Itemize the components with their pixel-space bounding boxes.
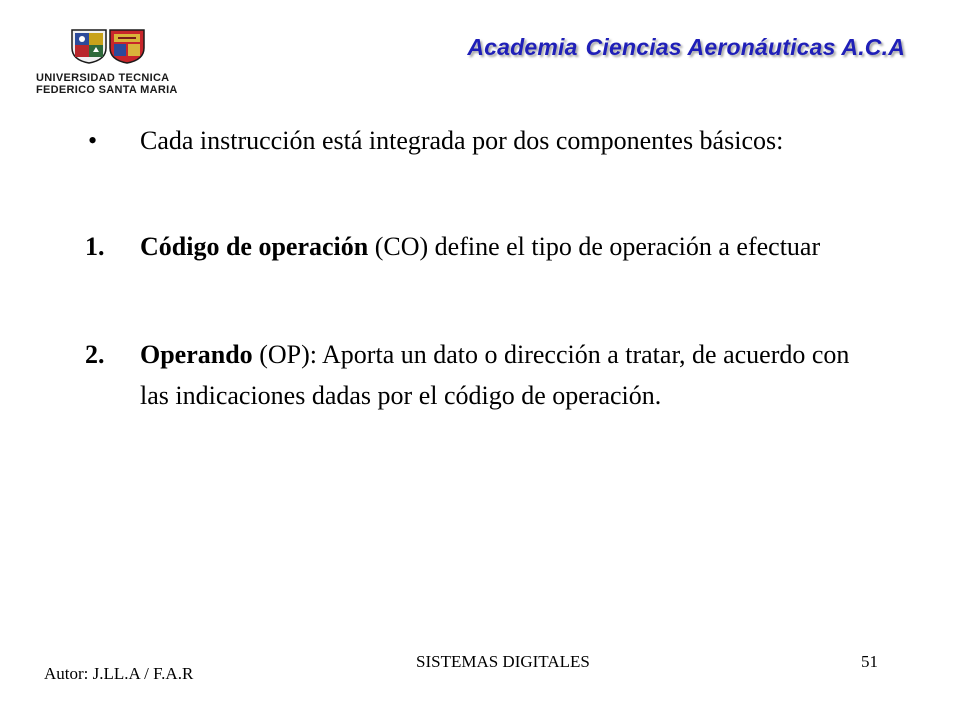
list-item-number: 1.: [85, 232, 105, 261]
definition-operand: (OP): Aporta un dato o dirección a tratar, de acuerdo con las indicaciones dadas por el código de operación.: [140, 340, 850, 410]
academy-title-rest: Ciencias Aeronáuticas A.C.A: [585, 34, 905, 60]
definition-opcode: (CO) define el tipo de operación a efectuar: [368, 232, 821, 261]
term-opcode: Código de operación: [140, 232, 369, 261]
list-item-text: [140, 226, 880, 267]
term-operand: Operando: [140, 340, 253, 369]
intro-text: Cada instrucción está integrada por dos componentes básicos:: [140, 126, 784, 155]
academy-title: [467, 34, 905, 61]
course-name: SISTEMAS DIGITALES: [416, 652, 590, 671]
university-name-line1: UNIVERSIDAD TECNICA: [36, 72, 170, 84]
university-name-line2: FEDERICO SANTA MARIA: [36, 84, 178, 96]
author-credit: Autor: J.LL.A / F.A.R: [44, 664, 194, 683]
slide-number: 51: [861, 652, 878, 671]
list-item-number: 2.: [85, 340, 105, 369]
list-item-text: [140, 334, 880, 416]
bullet-marker: •: [88, 126, 98, 155]
university-crest-icon: [68, 28, 148, 64]
academy-title-word1: Academia: [467, 34, 578, 60]
university-name: [36, 72, 178, 96]
university-logo: [36, 26, 178, 100]
